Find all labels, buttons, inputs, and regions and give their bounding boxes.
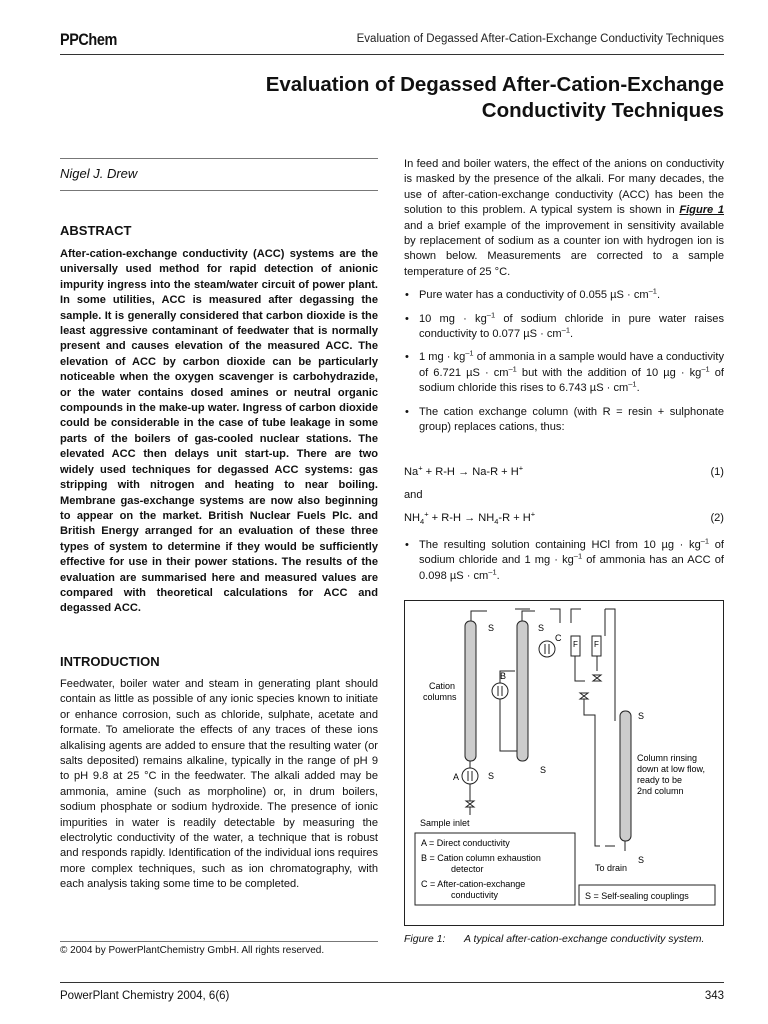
svg-text:down at low flow,: down at low flow, xyxy=(637,764,706,774)
author-rule xyxy=(60,158,378,159)
page-header xyxy=(60,30,724,52)
svg-text:F: F xyxy=(594,640,599,649)
equation-2: $NH_4^+ + R-H \to NH_4-R + H^+$ (2) xyxy=(404,509,724,527)
valve-icon xyxy=(580,693,588,699)
pipe xyxy=(471,611,487,621)
figure-caption-label: Figure 1: xyxy=(404,933,446,945)
rinse-note-line: Column rinsing xyxy=(637,753,698,763)
running-title: Evaluation of Degassed After-Cation-Exchange Conductivity Techniques xyxy=(356,33,724,45)
page-footer xyxy=(60,990,724,1002)
svg-text:conductivity: conductivity xyxy=(451,890,499,900)
figure-1-link[interactable]: Figure 1 xyxy=(679,204,724,217)
to-drain-label: To drain xyxy=(595,863,628,873)
cation-columns-label: Cation xyxy=(429,681,456,691)
page-number: 343 xyxy=(704,990,724,1002)
svg-text:columns: columns xyxy=(423,692,457,702)
equation-1: Na+ + R-H → Na-R + H+ (1) xyxy=(404,463,724,478)
author-rule-bottom xyxy=(60,190,378,191)
right-column-text xyxy=(404,157,724,436)
conductivity-cell-a xyxy=(462,768,478,784)
svg-text:F: F xyxy=(573,640,578,649)
valve-icon xyxy=(593,675,601,681)
bullet-list-2 xyxy=(404,538,724,584)
list-item: • The resulting solution containing HCl from 10 $\mu g \cdot kg^{-1}$ of sodium chloride and 1 mg · $kg^{-1}$ of ammonia has an ACC of 0.098 $\mu S \cdot cm^{-1}$. xyxy=(405,536,724,582)
and-connector: and xyxy=(404,489,423,501)
pipe xyxy=(522,611,535,621)
coupling-label: S xyxy=(488,771,495,781)
cation-column-2 xyxy=(517,621,528,761)
journal-brand: PPChem xyxy=(60,30,117,49)
list-item: • 1 mg · $kg^{-1}$ of ammonia in a sample would have a conductivity of 6.721 $\mu S \cdot cm^{-1}$ but with the addition of 10 $\mu g \cdot kg^{-1}$ of sodium chloride this rises to 6.743 $\mu S \cdot cm^{-1}$. xyxy=(405,348,725,395)
legend-entry: C = After-cation-exchange xyxy=(421,879,526,889)
equation-number: (2) xyxy=(710,512,724,524)
valve-icon xyxy=(466,801,474,807)
introduction-heading: INTRODUCTION xyxy=(60,654,160,669)
legend-entry: S = Self-sealing couplings xyxy=(585,891,689,901)
coupling-label: S xyxy=(540,765,547,775)
coupling-label: S xyxy=(638,711,645,721)
footer-rule xyxy=(60,982,724,983)
figure-1 xyxy=(404,600,724,926)
introduction-section xyxy=(60,654,378,893)
conductivity-cell-b xyxy=(492,683,508,699)
intro-continued-paragraph: In feed and boiler waters, the effect of the anions on conductivity is masked by the presence of the alkali. For many decades, the use of after-cation-exchange conductivity (ACC) has been the solution to this problem. A typical system is shown in Figure 1 and a brief example of the improvement in sensitivity available by replacement of sodium as a counter ion with hydrogen ion is shown below. Measurements are corrected to a sample temperature of 25 °C. xyxy=(404,158,724,278)
bullet-list-1 xyxy=(404,288,724,435)
svg-text:2nd column: 2nd column xyxy=(637,786,684,796)
sample-inlet-label: Sample inlet xyxy=(420,818,470,828)
author-name: Nigel J. Drew xyxy=(60,166,138,181)
abstract-heading: ABSTRACT xyxy=(60,223,132,238)
introduction-text: Feedwater, boiler water and steam in generating plant should contain as little as possible of any ionic species known to initiate or enhance corrosion, such as chloride, sulphate, acetate and formate. To ameliorate the effects of any traces of these ions alkalising agents are added to ensure that the resulting water (or salts deposited) remains alkaline, typically in the range of pH 9 to pH 9.8 at 25 °C in the feedwater. The alkali added may be ammonia, amine (such as morpholine) or, in drum boilers, sodium phosphate or sodium hydroxide. The presence of ionic impurities in water is readily detectable by measuring the electrolytic conductivity of the water, a technique that is robust and responds rapidly. Identification of the individual ions requires more complex techniques, such as ion chromatography, with each analysis taking some time to be completed. xyxy=(60,678,378,891)
list-item: • Pure water has a conductivity of 0.055 $\mu S \cdot cm^{-1}$. xyxy=(405,286,661,302)
conductivity-cell-c xyxy=(539,641,555,657)
pipe xyxy=(605,841,625,851)
journal-citation: PowerPlant Chemistry 2004, 6(6) xyxy=(60,990,230,1002)
figure-caption-text: A typical after-cation-exchange conductivity system. xyxy=(464,933,705,945)
coupling-label: S xyxy=(488,623,495,633)
legend-entry: B = Cation column exhaustion xyxy=(421,853,541,863)
article-title: Evaluation of Degassed After-Cation-Exchange Conductivity Techniques xyxy=(265,73,724,122)
legend-entry: A = Direct conductivity xyxy=(421,838,510,848)
cell-label-a: A xyxy=(453,772,460,782)
pipe xyxy=(605,609,615,721)
cell-label-c: C xyxy=(555,633,562,643)
cation-column-1 xyxy=(465,621,476,761)
coupling-label: S xyxy=(638,855,645,865)
drain-pipe xyxy=(584,699,600,846)
cell-label-b: B xyxy=(500,671,507,681)
abstract-section xyxy=(60,223,378,617)
copyright-rule xyxy=(60,941,378,942)
abstract-text: After-cation-exchange conductivity (ACC) systems are the universally used method for rapid detection of anionic impurity ingress into the steam/water circuit of power plant. In some utilities, ACC is measured after degassing the sample. It is generally considered that carbon dioxide is the least aggressive contaminant of feedwater that is normally present and causes elevation of the measured ACC. The elevation of ACC by carbon dioxide can be particularly noticeable when the oxygen scavenger is carbohydrazide, or the water contains dosed amines or neutral organic compounds in the make-up water. Ingress of carbon dioxide could be considerable in the case of tube leakage in some parts of the boilers of gas-cooled nuclear stations. The elevated ACC then delays unit start-up. There are two widely used techniques for degassed ACC systems: gas stripping with nitrogen and heating to near boiling. Membrane gas-exchange systems are now also beginning to appear on the market. British Nuclear Fuels Plc. and British Energy arranged for an evaluation of these three types of system to determine if they would be sufficiently effective for use in their power stations. The results of the evaluation are summarised here and measured values are compared with theoretical calculations for ACC and degassed ACC. xyxy=(60,248,378,615)
copyright-notice: © 2004 by PowerPlantChemistry GmbH. All rights reserved. xyxy=(60,945,325,956)
rinsing-column xyxy=(620,711,631,841)
equation-number: (1) xyxy=(710,466,724,478)
svg-text:ready to be: ready to be xyxy=(637,775,683,785)
acc-system-diagram xyxy=(405,601,723,925)
svg-text:detector: detector xyxy=(451,864,484,874)
coupling-label: S xyxy=(538,623,545,633)
pipe xyxy=(575,656,597,681)
header-rule xyxy=(60,54,724,55)
list-item: • 10 mg · $kg^{-1}$ of sodium chloride in pure water raises conductivity to 0.077 $\mu S \cdot cm^{-1}$. xyxy=(405,309,724,341)
list-item: • The cation exchange column (with R = resin + sulphonate group) replaces cations, thus: xyxy=(405,405,724,434)
